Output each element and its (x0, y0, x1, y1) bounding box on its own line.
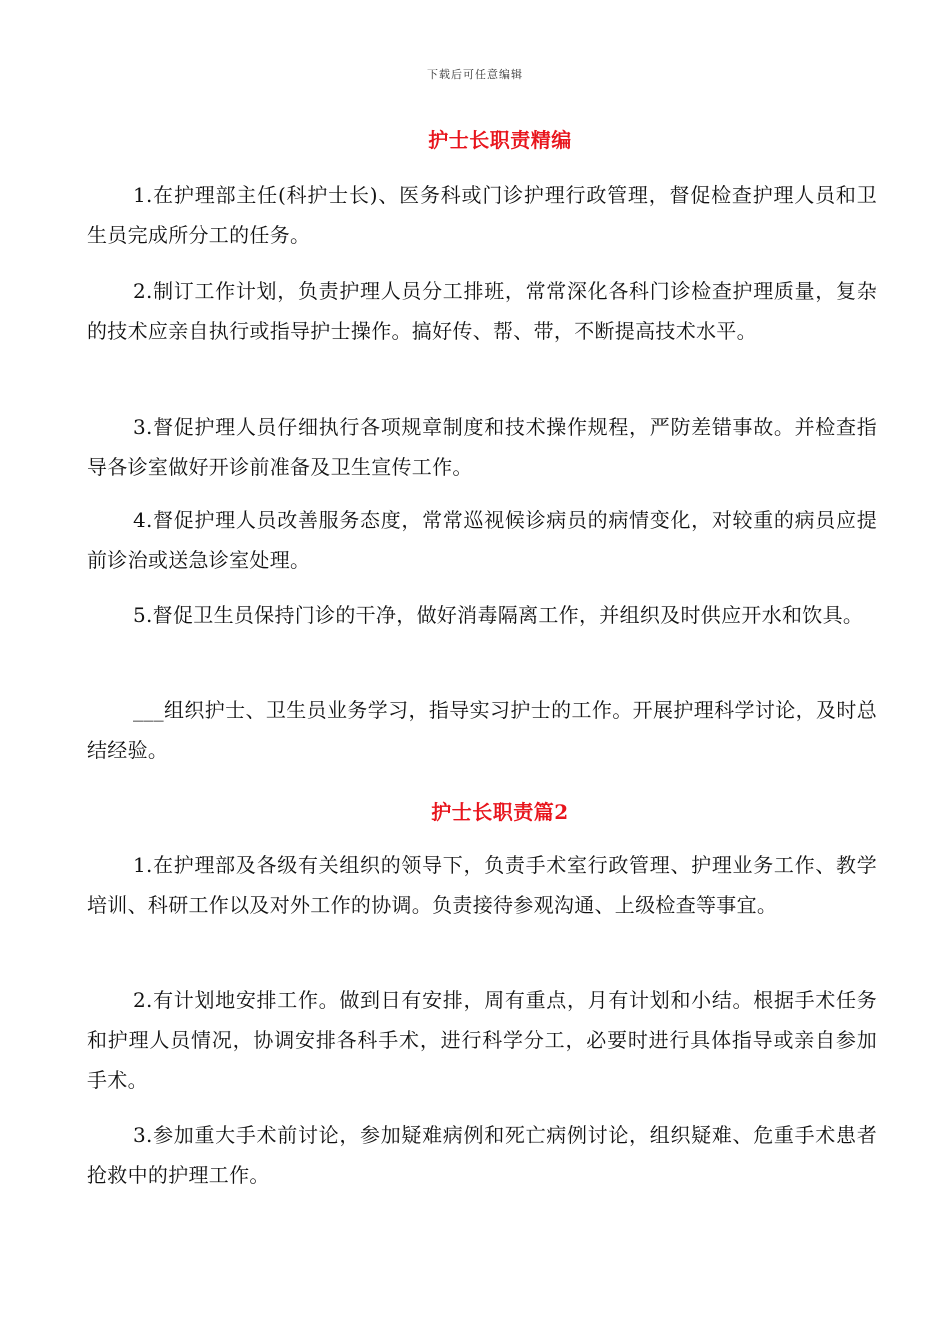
paragraph: 1.在护理部及各级有关组织的领导下，负责手术室行政管理、护理业务工作、教学培训、科研工作以及对外工作的协调。负责接待参观沟通、上级检查等事宜。 (87, 853, 877, 917)
header-note: 下载后可任意编辑 (427, 68, 523, 81)
paragraph: 1.在护理部主任(科护士长)、医务科或门诊护理行政管理，督促检查护理人员和卫生员完成所分工的任务。 (87, 183, 877, 247)
section-title: 护士长职责篇2 (431, 800, 569, 824)
section-title: 护士长职责精编 (428, 128, 572, 152)
paragraph: 2.有计划地安排工作。做到日有安排，周有重点，月有计划和小结。根据手术任务和护理人员情况，协调安排各科手术，进行科学分工，必要时进行具体指导或亲自参加手术。 (87, 988, 877, 1092)
paragraph: 3.参加重大手术前讨论，参加疑难病例和死亡病例讨论，组织疑难、危重手术患者抢救中的护理工作。 (87, 1123, 877, 1187)
paragraph: 3.督促护理人员仔细执行各项规章制度和技术操作规程，严防差错事故。并检查指导各诊室做好开诊前准备及卫生宣传工作。 (87, 415, 877, 479)
paragraph: 2.制订工作计划，负责护理人员分工排班，常常深化各科门诊检查护理质量，复杂的技术应亲自执行或指导护士操作。搞好传、帮、带，不断提高技术水平。 (87, 279, 877, 343)
paragraph: 4.督促护理人员改善服务态度，常常巡视候诊病员的病情变化，对较重的病员应提前诊治或送急诊室处理。 (87, 508, 877, 572)
paragraph: ___组织护士、卫生员业务学习，指导实习护士的工作。开展护理科学讨论，及时总结经验。 (87, 698, 877, 762)
paragraph: 5.督促卫生员保持门诊的干净，做好消毒隔离工作，并组织及时供应开水和饮具。 (133, 603, 864, 627)
